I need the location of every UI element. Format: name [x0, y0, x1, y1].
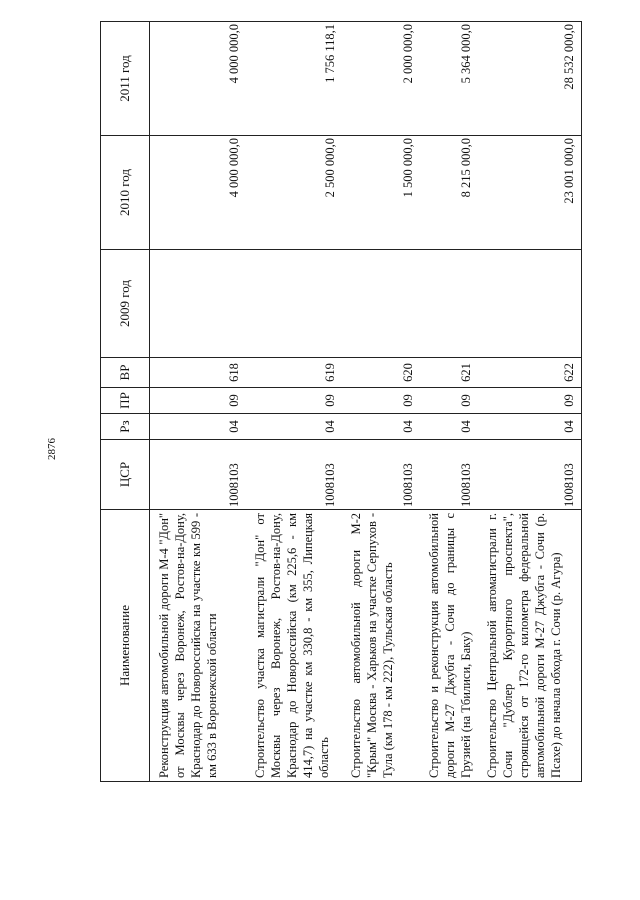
row-vr: 622: [478, 358, 582, 388]
row-2009: [246, 250, 342, 358]
table-row: [478, 22, 582, 782]
row-2010: 23 001 000,0: [478, 136, 582, 250]
rotated-table-wrapper: [100, 22, 580, 782]
row-pr: 09: [478, 388, 582, 414]
header-name: Наименование: [101, 510, 150, 782]
row-name: Строительство автомобильной дороги М-2 "Крым" Москва - Харьков на участке Серпухов - Тула (км 178 - км 222), Тульская область: [342, 510, 420, 782]
row-vr: 618: [150, 358, 246, 388]
budget-table-container: [100, 22, 580, 782]
row-pr: 09: [342, 388, 420, 414]
row-csr: 1008103: [342, 440, 420, 510]
row-2010: 1 500 000,0: [342, 136, 420, 250]
row-2011: 5 364 000,0: [420, 22, 478, 136]
header-rz: Рз: [101, 414, 150, 440]
row-name: Реконструкция автомобильной дороги М-4 "Дон" от Москвы через Воронеж, Ростов-на-Дону, Краснодар до Новороссийска на участке км 599 - км 633 в Воронежской области: [150, 510, 246, 782]
row-pr: 09: [420, 388, 478, 414]
row-2011: 1 756 118,1: [246, 22, 342, 136]
row-2011: 2 000 000,0: [342, 22, 420, 136]
row-2009: [150, 250, 246, 358]
table-row: [246, 22, 342, 782]
row-2011: 28 532 000,0: [478, 22, 582, 136]
table-row: [150, 22, 246, 782]
table-header-row: [101, 22, 150, 782]
header-pr: ПР: [101, 388, 150, 414]
header-csr: ЦСР: [101, 440, 150, 510]
row-csr: 1008103: [478, 440, 582, 510]
row-2009: [420, 250, 478, 358]
row-vr: 619: [246, 358, 342, 388]
header-2010: 2010 год: [101, 136, 150, 250]
header-2011: 2011 год: [101, 22, 150, 136]
row-2009: [342, 250, 420, 358]
row-pr: 09: [246, 388, 342, 414]
row-rz: 04: [342, 414, 420, 440]
table-row: [420, 22, 478, 782]
budget-table: [100, 21, 582, 782]
header-2009: 2009 год: [101, 250, 150, 358]
row-name: Строительство участка магистрали "Дон" от Москвы через Воронеж, Ростов-на-Дону, Краснодар до Новороссийска (км 225,6 - км 414,7) на участке км 330,8 - км 355, Липецкая область: [246, 510, 342, 782]
row-rz: 04: [420, 414, 478, 440]
row-rz: 04: [478, 414, 582, 440]
row-2010: 4 000 000,0: [150, 136, 246, 250]
row-vr: 620: [342, 358, 420, 388]
row-pr: 09: [150, 388, 246, 414]
header-vr: ВР: [101, 358, 150, 388]
row-2011: 4 000 000,0: [150, 22, 246, 136]
row-2010: 8 215 000,0: [420, 136, 478, 250]
row-2009: [478, 250, 582, 358]
row-rz: 04: [150, 414, 246, 440]
row-csr: 1008103: [246, 440, 342, 510]
row-rz: 04: [246, 414, 342, 440]
row-csr: 1008103: [150, 440, 246, 510]
row-vr: 621: [420, 358, 478, 388]
row-name: Строительство Центральной автомагистрали г. Сочи "Дублер Курортного проспекта", строящейся от 172-го километра федеральной автомобильной дороги М-27 Джубга - Сочи (р. Псахе) до начала обхода г. Сочи (р. Агура): [478, 510, 582, 782]
row-2010: 2 500 000,0: [246, 136, 342, 250]
table-row: [342, 22, 420, 782]
page-number: 2876: [46, 438, 58, 460]
row-csr: 1008103: [420, 440, 478, 510]
row-name: Строительство и реконструкция автомобильной дороги М-27 Джубга - Сочи до границы с Грузией (на Тбилиси, Баку): [420, 510, 478, 782]
